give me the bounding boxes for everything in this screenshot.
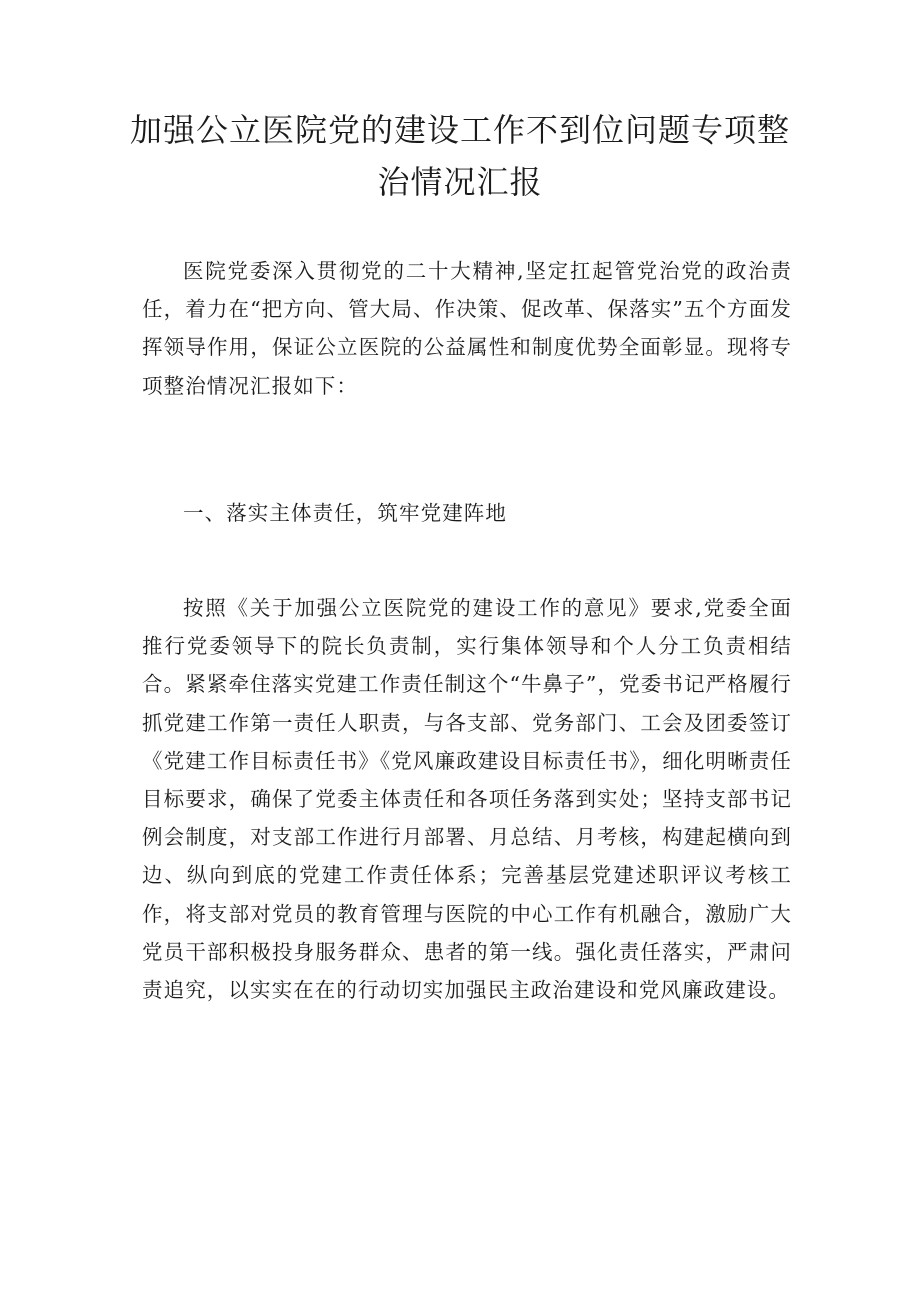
document-title: 加强公立医院党的建设工作不到位问题专项整治情况汇报	[129, 111, 790, 201]
intro-paragraph: 医院党委深入贯彻党的二十大精神,坚定扛起管党治党的政治责任，着力在“把方向、管大局、作决策、促改革、保落实”五个方面发挥领导作用，保证公立医院的公益属性和制度优势全面彰显。现将专项整治情况汇报如下：	[142, 259, 792, 398]
section-paragraph: 按照《关于加强公立医院党的建设工作的意见》要求,党委全面推行党委领导下的院长负责制，实行集体领导和个人分工负责相结合。紧紧牵住落实党建工作责任制这个“牛鼻子”，党委书记严格履行抓党建工作第一责任人职责，与各支部、党务部门、工会及团委签订《党建工作目标责任书》《党风廉政建设目标责任书》，细化明晰责任目标要求，确保了党委主体责任和各项任务落到实处；坚持支部书记例会制度，对支部工作进行月部署、月总结、月考核，构建起横向到边、纵向到底的党建工作责任体系；完善基层党建述职评议考核工作，将支部对党员的教育管理与医院的中心工作有机融合，激励广大党员干部积极投身服务群众、患者的第一线。强化责任落实，严肃问责追究，以实实在在的行动切实加强民主政治建设和党风廉政建设。	[142, 596, 792, 1003]
section-heading: 一、落实主体责任，筑牢党建阵地	[183, 501, 507, 525]
